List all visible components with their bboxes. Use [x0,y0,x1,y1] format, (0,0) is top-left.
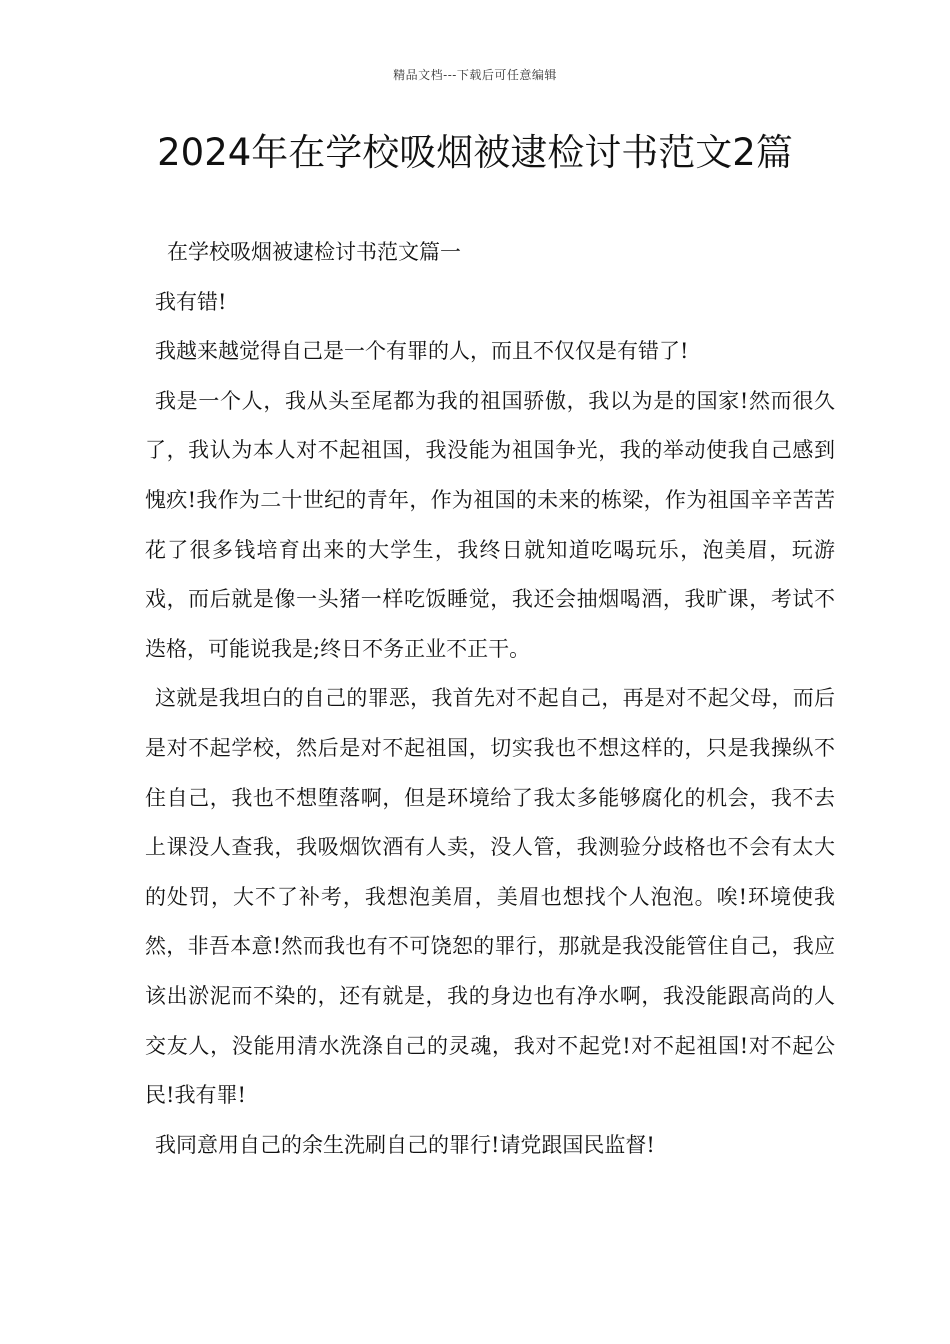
paragraph: 我有错! [155,289,227,314]
header-note: 精品文档---下载后可任意编辑 [393,68,557,82]
document-body [145,228,835,1170]
paragraph: 这就是我坦白的自己的罪恶，我首先对不起自己，再是对不起父母，而后是对不起学校，然后是对不起祖国，切实我也不想这样的，只是我操纵不住自己，我也不想堕落啊，但是环境给了我太多能够腐化的机会，我不去上课没人查我，我吸烟饮酒有人卖，没人管，我测验分歧格也不会有太大的处罚，大不了补考，我想泡美眉，美眉也想找个人泡泡。唉!环境使我然，非吾本意!然而我也有不可饶恕的罪行，那就是我没能管住自己，我应该出淤泥而不染的，还有就是，我的身边也有净水啊，我没能跟高尚的人交友人，没能用清水洗涤自己的灵魂，我对不起党!对不起祖国!对不起公民!我有罪! [145,686,835,1108]
paragraph: 我是一个人，我从头至尾都为我的祖国骄傲，我以为是的国家!然而很久了，我认为本人对不起祖国，我没能为祖国争光，我的举动使我自己感到愧疚!我作为二十世纪的青年，作为祖国的未来的栋梁，作为祖国辛辛苦苦花了很多钱培育出来的大学生，我终日就知道吃喝玩乐，泡美眉，玩游戏，而后就是像一头猪一样吃饭睡觉，我还会抽烟喝酒，我旷课，考试不迭格，可能说我是;终日不务正业不正干。 [145,388,835,661]
section-heading: 在学校吸烟被逮检讨书范文篇一 [167,240,461,264]
document-title: 2024年在学校吸烟被逮检讨书范文2篇 [157,131,793,174]
paragraph: 我越来越觉得自己是一个有罪的人，而且不仅仅是有错了! [155,339,689,364]
paragraph: 我同意用自己的余生洗刷自己的罪行!请党跟国民监督! [155,1132,655,1157]
